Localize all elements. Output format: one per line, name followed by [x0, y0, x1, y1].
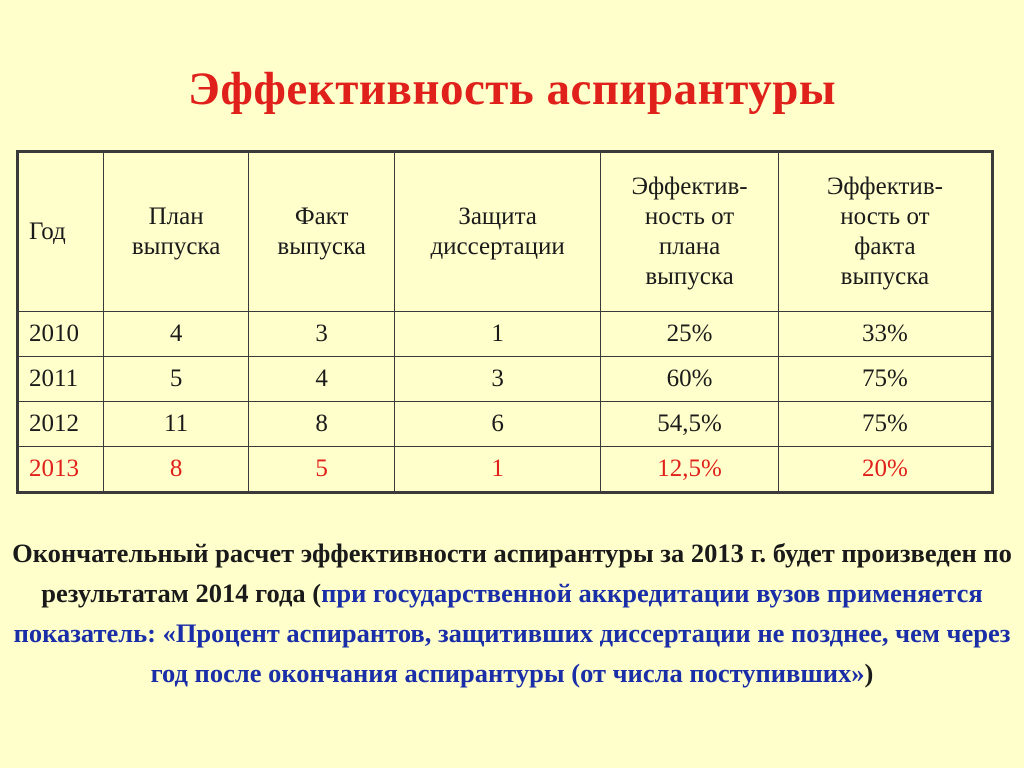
cell-plan: 5 [103, 357, 249, 402]
efficiency-table [16, 150, 994, 494]
slide-title: Эффективность аспирантуры [187, 63, 837, 115]
cell-year: 2013 [18, 447, 104, 493]
note-highlight-text: при государственной аккредитации вузов применяется показатель: «Процент аспирантов, защитивших диссертации не позднее, чем через год после окончания аспирантуры (от числа поступивших» [13, 578, 1011, 688]
header-line: Защита [458, 203, 537, 230]
cell-defense: 6 [394, 402, 600, 447]
header-line: диссертации [430, 233, 565, 260]
cell-eff-plan: 12,5% [601, 447, 779, 493]
cell-defense: 1 [394, 447, 600, 493]
header-line: выпуска [645, 263, 734, 290]
cell-year: 2011 [18, 357, 104, 402]
cell-fact: 5 [249, 447, 395, 493]
column-header-plan [103, 152, 249, 312]
cell-fact: 3 [249, 312, 395, 357]
cell-fact: 8 [249, 402, 395, 447]
header-line: факта [854, 233, 916, 260]
cell-defense: 1 [394, 312, 600, 357]
cell-eff-fact: 20% [778, 447, 992, 493]
header-line: ность от [840, 203, 930, 230]
table-row [18, 357, 993, 402]
header-line: ность от [644, 203, 735, 230]
header-line: Эффектив- [826, 173, 943, 200]
cell-plan: 8 [103, 447, 249, 493]
cell-eff-plan: 60% [601, 357, 779, 402]
column-header-fact [249, 152, 395, 312]
header-line: Эффектив- [631, 173, 748, 200]
table-row [18, 402, 993, 447]
cell-eff-fact: 33% [778, 312, 992, 357]
cell-year: 2010 [18, 312, 104, 357]
header-line: выпуска [840, 263, 930, 290]
column-header-defense [394, 152, 600, 312]
cell-eff-plan: 54,5% [601, 402, 779, 447]
header-line: выпуска [277, 233, 366, 260]
note-text: Окончательный расчет эффективности аспирантуры за 2013 г. будет произведен по результатам 2014 года ( [12, 538, 1012, 608]
header-line: Факт [294, 203, 349, 230]
cell-plan: 11 [103, 402, 249, 447]
column-header-eff-plan [601, 152, 779, 312]
column-header-year [18, 152, 104, 312]
note-paragraph [0, 533, 1024, 693]
table-row [18, 312, 993, 357]
table-header-row [18, 152, 993, 312]
cell-eff-plan: 25% [601, 312, 779, 357]
cell-defense: 3 [394, 357, 600, 402]
cell-eff-fact: 75% [778, 357, 992, 402]
cell-year: 2012 [18, 402, 104, 447]
note-closing-paren: ) [864, 658, 874, 688]
header-line: Год [29, 218, 66, 245]
header-line: плана [658, 233, 721, 260]
header-line: выпуска [131, 233, 221, 260]
cell-fact: 4 [249, 357, 395, 402]
header-line: План [148, 203, 204, 230]
cell-eff-fact: 75% [778, 402, 992, 447]
table-row-highlighted [18, 447, 993, 493]
cell-plan: 4 [103, 312, 249, 357]
column-header-eff-fact [778, 152, 992, 312]
